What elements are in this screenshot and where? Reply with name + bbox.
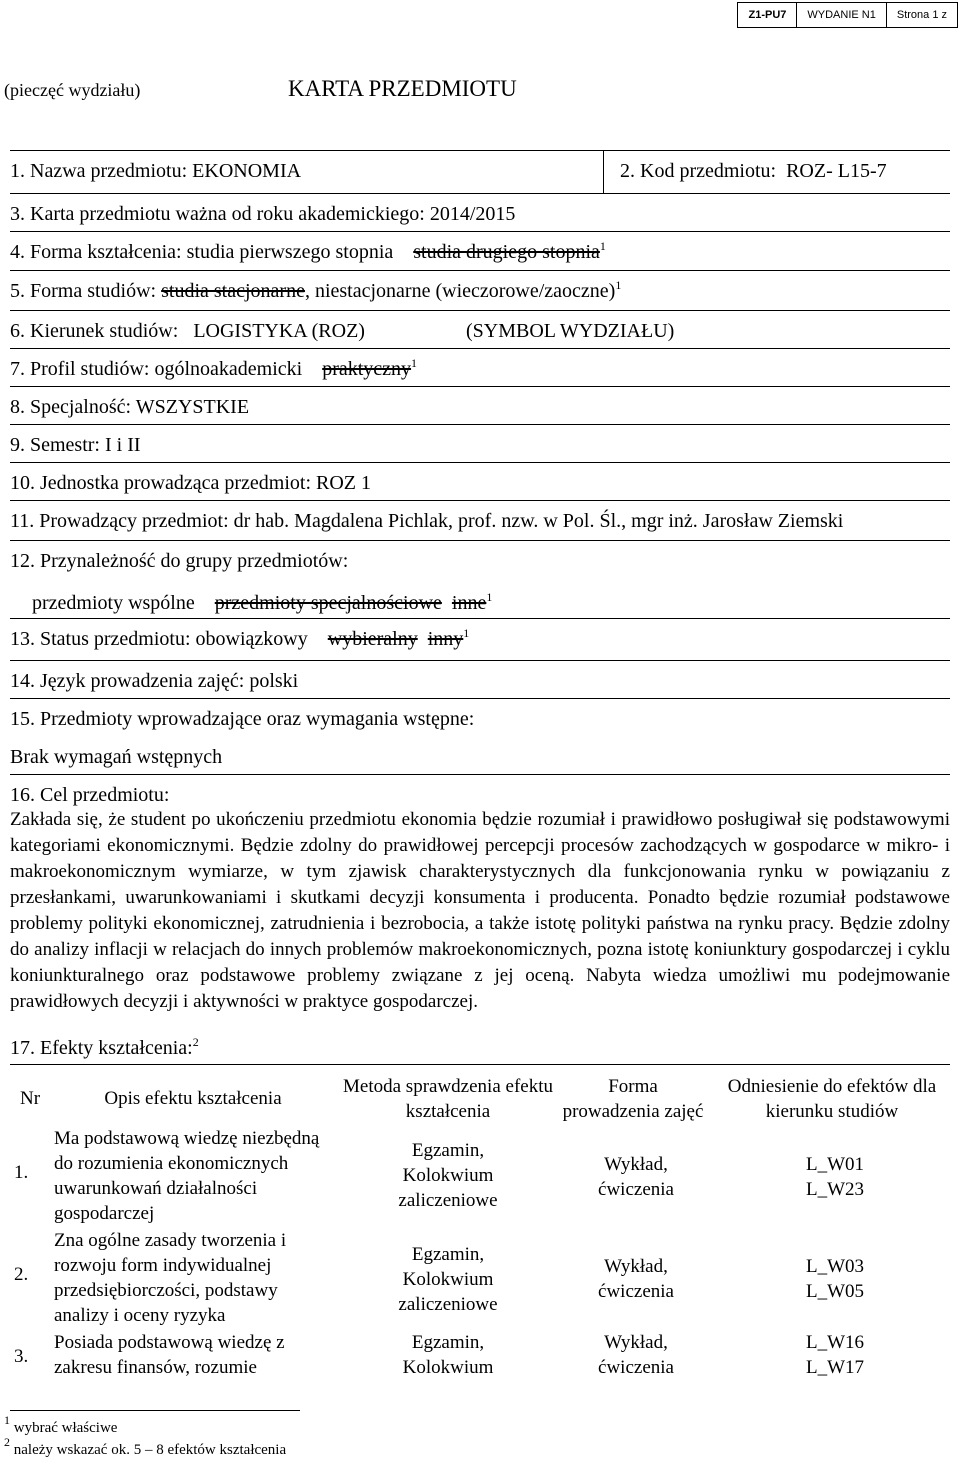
- label: 13. Status przedmiotu:: [10, 628, 191, 650]
- unit: ROZ 1: [316, 472, 372, 494]
- cell-nr: 3.: [14, 1346, 29, 1367]
- column-header-description: Opis efektu kształcenia: [104, 1088, 282, 1109]
- field-learning-outcomes: [10, 1028, 950, 1059]
- label: 14. Język prowadzenia zajęć:: [10, 670, 245, 692]
- faculty-symbol: (SYMBOL WYDZIAŁU): [466, 320, 675, 342]
- course-name: EKONOMIA: [192, 160, 302, 182]
- course-goal-text: Zakłada się, że student po ukończeniu przedmiotu ekonomia będzie rozumiał i prawidłowo posługiwał się podstawowymi kategoriami ekonomicznymi. Będzie zdolny do prawidłowej percepcji procesów zachodzących w gospodarce w mikro- i makroekonomicznym wymiarze, w tym zjawisk charakterystycznych dla funkcjonowania rynku w powiązaniu z przesłankami, uwarunkowaniami i skutkami decyzji konsumenta i producenta. Ponadto będzie rozumiał podstawowe problemy polityki ekonomicznej, zatrudnienia i bezrobocia, a także istotę polityki państwa na rynku pracy. Będzie zdolny do analizy inflacji w relacjach do innych problemów makroekonomicznych, pozna istotę koniunktury gospodarczej i cyklu koniunkturalnego oraz podstawowe problemy związane z jej oceną. Nabyta wiedza umożliwi mu podejmowanie prawidłowych decyzji i aktywności w praktyce gospodarczej.: [10, 809, 950, 1012]
- field-course-name: [10, 150, 950, 183]
- option-struck: inne: [451, 592, 487, 614]
- language: polski: [249, 670, 299, 692]
- cell-method: Egzamin, Kolokwium zaliczeniowe: [398, 1244, 498, 1315]
- field-education-form: [10, 231, 950, 264]
- prerequisites: Brak wymagań wstępnych: [10, 746, 223, 768]
- field-prerequisites: [10, 698, 950, 769]
- lecturer: dr hab. Magdalena Pichlak, prof. nzw. w Pol. Śl., mgr inż. Jarosław Ziemski: [233, 510, 844, 532]
- footnote-number: 1: [4, 1413, 10, 1427]
- cell-nr: 1.: [14, 1162, 29, 1183]
- footnote-ref: 1: [615, 278, 622, 292]
- page-number: Strona 1 z: [886, 3, 957, 27]
- footnote-number: 2: [4, 1435, 10, 1449]
- field-course-status: [10, 618, 950, 651]
- label: 6. Kierunek studiów:: [10, 320, 179, 342]
- option: przedmioty wspólne: [32, 592, 195, 614]
- faculty-stamp: (pieczęć wydziału): [4, 80, 141, 100]
- label: 5. Forma studiów:: [10, 280, 157, 302]
- cell-description: Posiada podstawową wiedzę z zakresu finansów, rozumie: [54, 1332, 285, 1378]
- column-header-form: Forma prowadzenia zajęć: [562, 1076, 704, 1122]
- label: 4. Forma kształcenia:: [10, 241, 182, 263]
- cell-description: Zna ogólne zasady tworzenia i rozwoju form indywidualnej przedsiębiorczości, podstawy analizy i oceny ryzyka: [54, 1230, 287, 1326]
- field-of-study: LOGISTYKA (ROZ): [193, 320, 365, 342]
- column-header-method: Metoda sprawdzenia efektu kształcenia: [343, 1076, 553, 1122]
- label: 2. Kod przedmiotu:: [620, 160, 777, 182]
- specialization: WSZYSTKIE: [135, 396, 250, 418]
- field-lecturer: [10, 500, 950, 533]
- option: studia pierwszego stopnia: [186, 241, 394, 263]
- label: 11. Prowadzący przedmiot:: [10, 510, 229, 532]
- option-struck: przedmioty specjalnościowe: [214, 592, 442, 614]
- option-struck: praktyczny: [322, 358, 412, 380]
- cell-reference: L_W01 L_W23: [805, 1154, 865, 1200]
- option-struck: studia stacjonarne: [161, 280, 305, 302]
- cell-form: Wykład, ćwiczenia: [598, 1256, 674, 1302]
- footnote-ref: 2: [192, 1035, 199, 1049]
- column-header-nr: Nr: [19, 1088, 41, 1109]
- field-course-code: [620, 159, 887, 183]
- option: ogólnoakademicki: [154, 358, 303, 380]
- cell-nr: 2.: [14, 1264, 29, 1285]
- label: 3. Karta przedmiotu ważna od roku akademickiego:: [10, 203, 425, 225]
- field-study-profile: [10, 348, 950, 381]
- field-field-of-study: [10, 310, 950, 343]
- academic-year: 2014/2015: [429, 203, 516, 225]
- page-title: KARTA PRZEDMIOTU: [288, 76, 517, 101]
- field-study-form: [10, 270, 950, 303]
- label: 9. Semestr:: [10, 434, 100, 456]
- cell-method: Egzamin, Kolokwium: [402, 1332, 494, 1378]
- footnote-text: wybrać właściwe: [13, 1420, 118, 1436]
- cell-form: Wykład, ćwiczenia: [598, 1154, 674, 1200]
- cell-method: Egzamin, Kolokwium zaliczeniowe: [398, 1140, 498, 1211]
- cell-reference: L_W16 L_W17: [805, 1332, 865, 1378]
- field-language: [10, 660, 950, 693]
- semester: I i II: [105, 434, 141, 456]
- field-course-goal: [10, 774, 950, 1015]
- footnote-ref: 1: [486, 590, 493, 604]
- option-struck: wybieralny: [327, 628, 418, 650]
- document-header: [737, 2, 958, 28]
- footnote-ref: 1: [411, 356, 418, 370]
- option-struck: inny: [427, 628, 464, 650]
- footnote-ref: 1: [463, 626, 470, 640]
- divider: [603, 150, 604, 193]
- label: 7. Profil studiów:: [10, 358, 150, 380]
- cell-form: Wykład, ćwiczenia: [598, 1332, 674, 1378]
- column-header-reference: Odniesienie do efektów dla kierunku studiów: [727, 1076, 937, 1122]
- cell-description: Ma podstawową wiedzę niezbędną do rozumienia ekonomicznych uwarunkowań działalności gospodarczej: [54, 1128, 320, 1224]
- option: obowiązkowy: [195, 628, 308, 650]
- separator: ,: [304, 280, 310, 302]
- label: 16. Cel przedmiotu:: [10, 784, 170, 806]
- edition: WYDANIE N1: [796, 3, 885, 27]
- doc-code: Z1-PU7: [748, 9, 787, 21]
- field-course-group: [10, 540, 950, 625]
- label: 15. Przedmioty wprowadzające oraz wymagania wstępne:: [10, 708, 475, 730]
- field-valid-from: [10, 193, 950, 226]
- footnote-separator: [10, 1410, 300, 1411]
- footnote: [4, 1435, 287, 1459]
- footnote-text: należy wskazać ok. 5 – 8 efektów kształcenia: [13, 1442, 287, 1458]
- option: niestacjonarne (wieczorowe/zaoczne): [314, 280, 616, 302]
- outcomes-table-top: [10, 1064, 950, 1065]
- field-specialization: [10, 386, 950, 419]
- footnote: [4, 1413, 118, 1437]
- course-code: ROZ- L15-7: [786, 160, 887, 182]
- option-struck: studia drugiego stopnia: [413, 241, 600, 263]
- field-semester: [10, 424, 950, 457]
- label: 8. Specjalność:: [10, 396, 132, 418]
- cell-reference: L_W03 L_W05: [805, 1256, 865, 1302]
- label: 10. Jednostka prowadząca przedmiot:: [10, 472, 312, 494]
- footnote-ref: 1: [599, 239, 606, 253]
- field-unit: [10, 462, 950, 495]
- label: 1. Nazwa przedmiotu:: [10, 160, 188, 182]
- label: 12. Przynależność do grupy przedmiotów:: [10, 550, 349, 572]
- label: 17. Efekty kształcenia:: [10, 1037, 193, 1059]
